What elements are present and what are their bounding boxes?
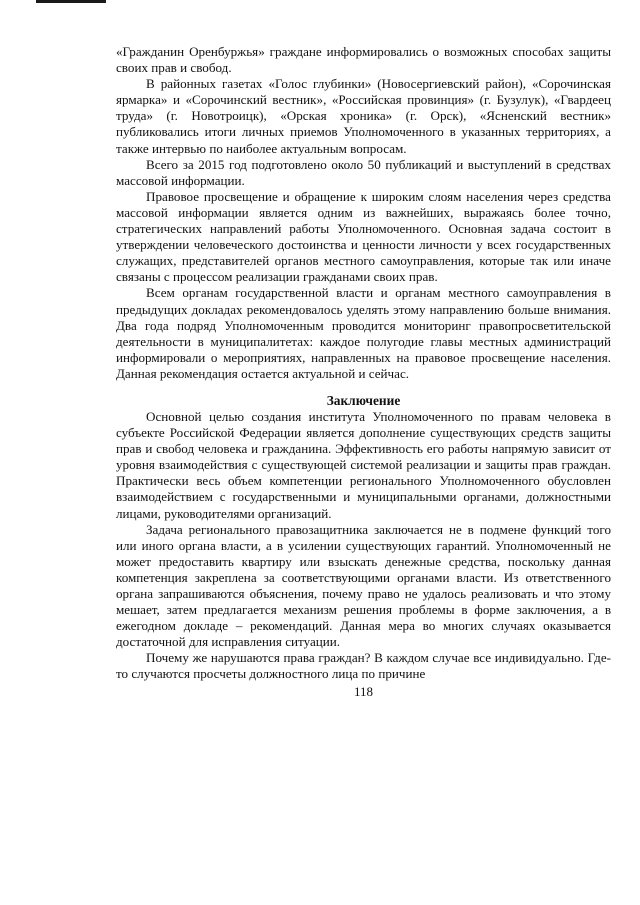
- paragraph-regional-newspapers: В районных газетах «Голос глубинки» (Новосергиевский район), «Сорочинская ярмарка» и «Сорочинский вестник», «Российская провинция» (г. Бузулук), «Гвардеец труда» (г. Новотроицк), «Орская хроника» (г. Орск), «Ясненский вестник» публиковались итоги личных приемов Уполномоченного в указанных территориях, а также интервью по наиболее актуальным вопросам.: [116, 76, 611, 156]
- page-number: 118: [353, 683, 374, 699]
- section-heading: Заключение: [326, 392, 401, 408]
- page-body: [116, 44, 611, 700]
- paragraph-publications-total: Всего за 2015 год подготовлено около 50 публикаций и выступлений в средствах массовой информации.: [116, 156, 611, 188]
- paragraph-institute-goal: Основной целью создания института Уполномоченного по правам человека в субъекте Российской Федерации является дополнение существующих средств защиты прав и свобод человека и гражданина. Эффективность его работы напрямую зависит от уровня взаимодействия с существующей системой реализации и защиты прав граждан. Практически весь объем компетенции регионального Уполномоченного обусловлен взаимодействием с государственными и муниципальными органами, должностными лицами, руководителями организаций.: [116, 408, 611, 521]
- paragraph-continuation: «Гражданин Оренбуржья» граждане информировались о возможных способах защиты своих прав и свобод.: [116, 44, 611, 76]
- paragraph-legal-education: Правовое просвещение и обращение к широким слоям населения через средства массовой информации является одним из важнейших, выражаясь более точно, стратегических направлений работы Уполномоченного. Основная задача состоит в утверждении человеческого достоинства и ценности личности у всех государственных служащих, представителей органов местного самоуправления, которые так или иначе связаны с процессом реализации гражданами своих прав.: [116, 188, 611, 285]
- paragraph-why-violations: Почему же нарушаются права граждан? В каждом случае все индивидуально. Где-то случаются просчеты должностного лица по причине: [116, 650, 611, 682]
- scan-edge-mark: [36, 0, 106, 3]
- paragraph-defender-task: Задача регионального правозащитника заключается не в подмене функций того или иного органа власти, а в усилении существующих гарантий. Уполномоченный не может предоставить квартиру или взыскать денежные средства, поскольку данная компетенция закреплена за соответствующими органами власти. Из ответственного органа запрашиваются объяснения, почему право не удалось реализовать и что этому мешает, затем предлагается механизм решения проблемы в форме заключения, а в ежегодном докладе – рекомендаций. Данная мера во многих случаях оказывается достаточной для исправления ситуации.: [116, 521, 611, 650]
- paragraph-monitoring: Всем органам государственной власти и органам местного самоуправления в предыдущих докладах рекомендовалось уделять этому направлению больше внимания. Два года подряд Уполномоченным проводится мониторинг правопросветительской деятельности в муниципалитетах: каждое полугодие главы местных администраций информировали о мероприятиях, направленных на правовое просвещение населения. Данная рекомендация остается актуальной и сейчас.: [116, 285, 611, 381]
